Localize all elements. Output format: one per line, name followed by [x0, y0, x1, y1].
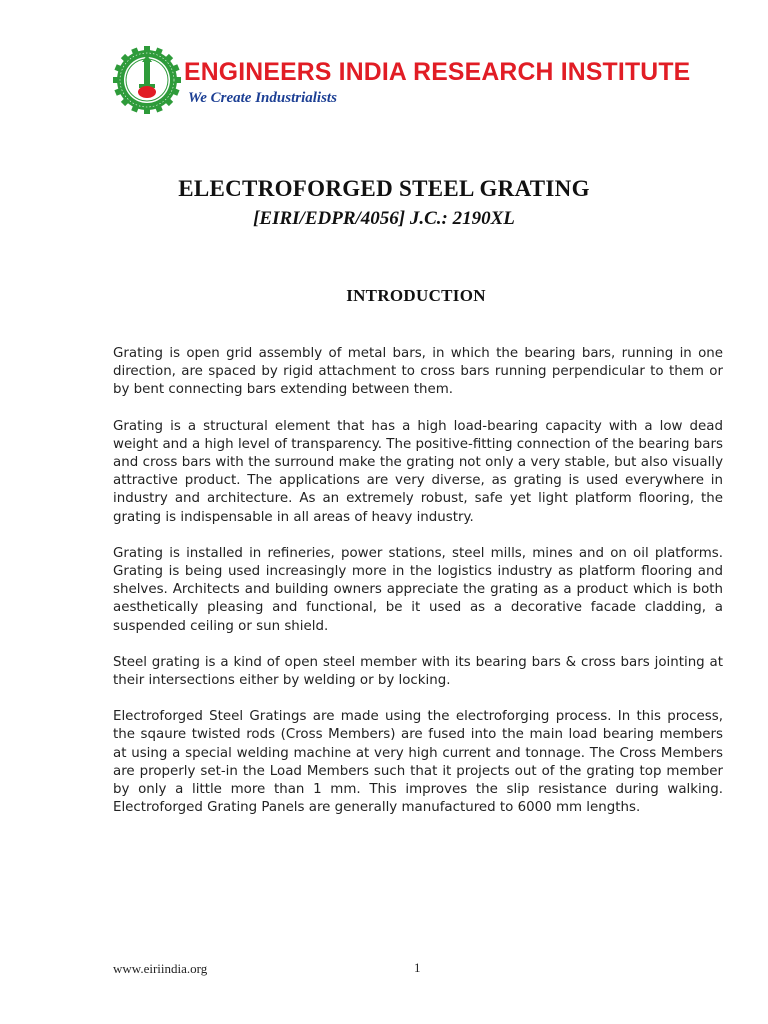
eiri-gear-seal-icon	[112, 40, 182, 120]
section-heading: INTRODUCTION	[346, 286, 486, 305]
document-title: ELECTROFORGED STEEL GRATING	[178, 176, 590, 201]
paragraph: Grating is installed in refineries, power stations, steel mills, mines and on oil platforms. Grating is being used increasingly more in the logistics industry as platform flooring and shelves. Architects and building owners appreciate the grating as a product which is both aesthetically pleasing and functional, be it used as a decorative facade cladding, a suspended ceiling or sun shield.	[113, 545, 723, 634]
document-body	[113, 345, 723, 835]
org-name: ENGINEERS INDIA RESEARCH INSTITUTE	[184, 58, 691, 86]
footer-url: www.eiriindia.org	[113, 961, 208, 976]
paragraph: Grating is a structural element that has a high load-bearing capacity with a low dead weight and a high level of transparency. The positive-fitting connection of the bearing bars and cross bars with the surround make the grating not only a very stable, but also visually attractive product. The applications are very diverse, as grating is used everywhere in industry and architecture. As an extremely robust, safe yet light platform flooring, the grating is indispensable in all areas of heavy industry.	[113, 418, 723, 525]
page-number: 1	[414, 960, 421, 975]
tagline: We Create Industrialists	[188, 90, 337, 106]
paragraph: Grating is open grid assembly of metal bars, in which the bearing bars, running in one direction, are spaced by rigid attachment to cross bars running perpendicular to them or by bent connecting bars extending between them.	[113, 346, 723, 398]
paragraph: Steel grating is a kind of open steel member with its bearing bars & cross bars jointing at their intersections either by welding or by locking.	[113, 654, 723, 689]
document-subtitle: [EIRI/EDPR/4056] J.C.: 2190XL	[253, 208, 515, 229]
paragraph: Electroforged Steel Gratings are made using the electroforging process. In this process, the sqaure twisted rods (Cross Members) are fused into the main load bearing members at using a special welding machine at very high current and tonnage. The Cross Members are properly set-in the Load Members such that it projects out of the grating top member by only a little more than 1 mm. This improves the slip resistance during walking. Electroforged Grating Panels are generally manufactured to 6000 mm lengths.	[113, 709, 723, 816]
